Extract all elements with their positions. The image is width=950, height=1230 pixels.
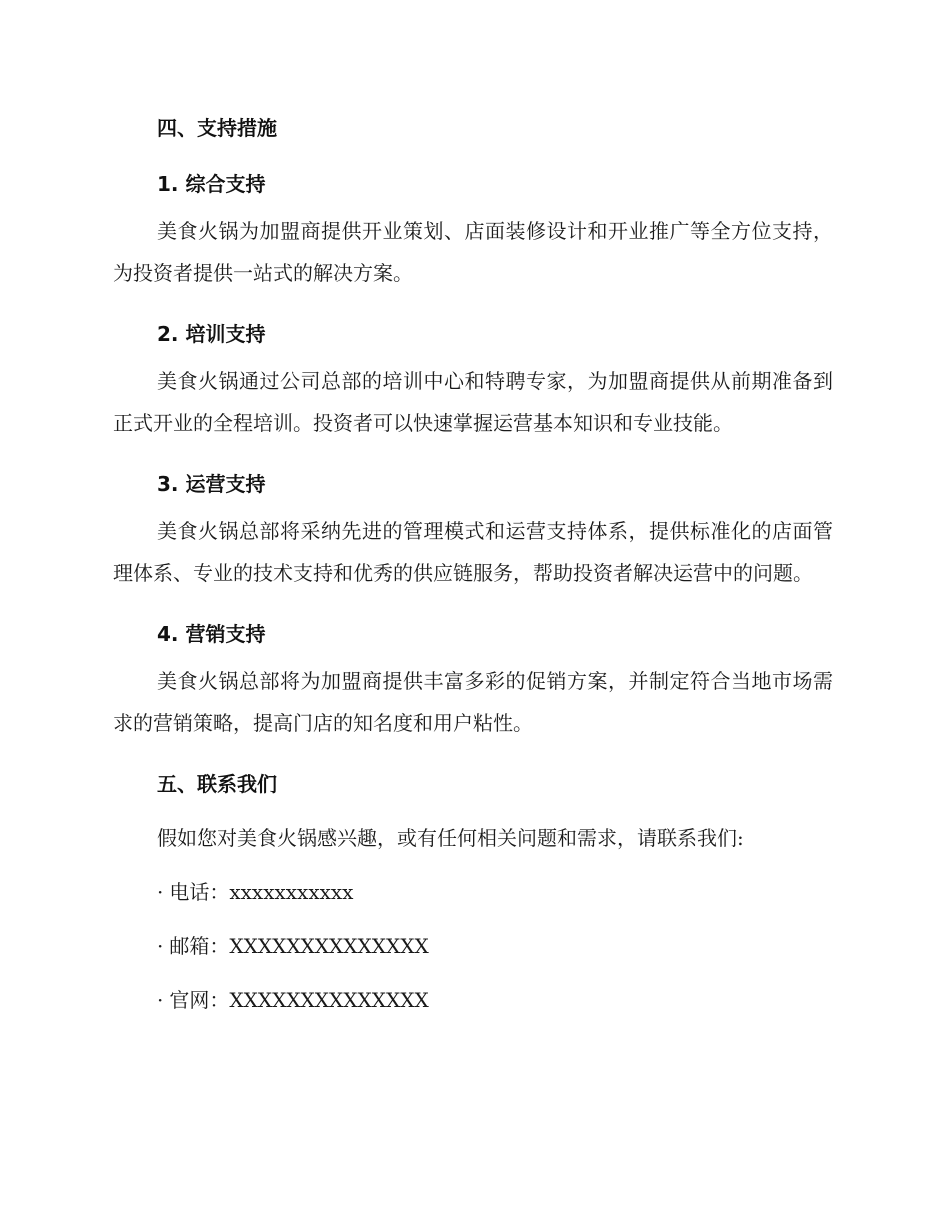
subsection-heading-training: 2. 培训支持 [157, 322, 266, 346]
contact-label-website: 官网： [169, 988, 230, 1012]
contact-value-website: XXXXXXXXXXXXXX [229, 988, 429, 1012]
paragraph-operations: 美食火锅总部将采纳先进的管理模式和运营支持体系，提供标准化的店面管理体系、专业的技术支持和优秀的供应链服务，帮助投资者解决运营中的问题。 [113, 519, 833, 585]
subsection-heading-comprehensive: 1. 综合支持 [157, 172, 266, 196]
contact-label-email: 邮箱： [169, 934, 230, 958]
subsection-heading-operations: 3. 运营支持 [157, 472, 266, 496]
bullet-dot: · [157, 988, 164, 1012]
bullet-dot: · [157, 934, 164, 958]
contact-intro: 假如您对美食火锅感兴趣，或有任何相关问题和需求，请联系我们: [157, 826, 744, 850]
paragraph-marketing: 美食火锅总部将为加盟商提供丰富多彩的促销方案，并制定符合当地市场需求的营销策略，提高门店的知名度和用户粘性。 [113, 669, 833, 735]
paragraph-comprehensive: 美食火锅为加盟商提供开业策划、店面装修设计和开业推广等全方位支持，为投资者提供一站式的解决方案。 [113, 219, 833, 285]
section-title-contact: 五、联系我们 [157, 772, 277, 796]
contact-value-phone: xxxxxxxxxxx [229, 880, 354, 904]
contact-line-website [113, 986, 833, 1014]
contact-line-email [113, 932, 833, 960]
subsection-heading-marketing: 4. 营销支持 [157, 622, 266, 646]
bullet-dot: · [157, 880, 164, 904]
contact-label-phone: 电话： [169, 880, 230, 904]
contact-value-email: XXXXXXXXXXXXXX [229, 934, 429, 958]
contact-line-phone [113, 878, 833, 906]
section-title-support: 四、支持措施 [157, 116, 277, 140]
paragraph-training: 美食火锅通过公司总部的培训中心和特聘专家，为加盟商提供从前期准备到正式开业的全程培训。投资者可以快速掌握运营基本知识和专业技能。 [113, 369, 833, 435]
document-page [113, 100, 833, 1014]
